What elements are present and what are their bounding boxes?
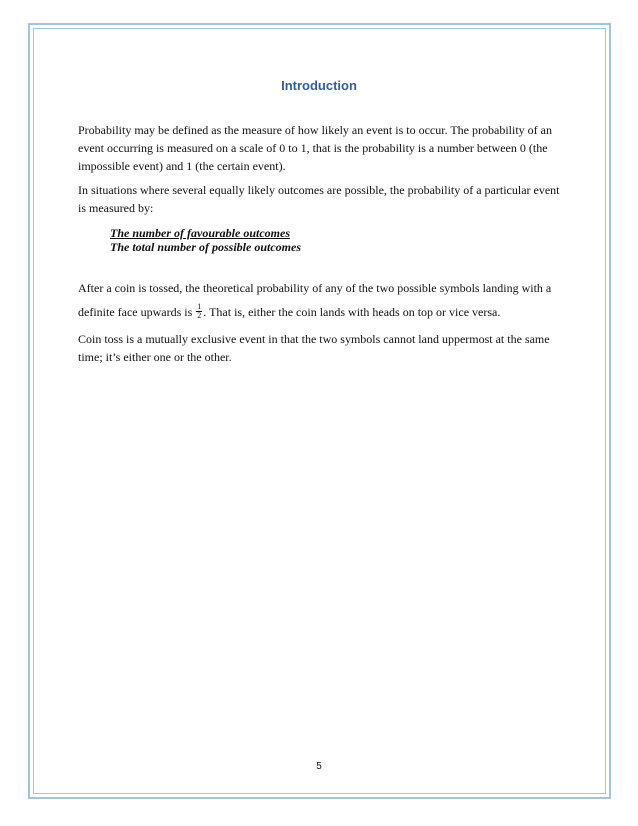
coin-text-before: After a coin is tossed, the theoretical probability of any of the two possible symbols landing with a definite face upwards is	[78, 281, 552, 319]
fraction-denominator: 2	[197, 310, 202, 320]
formula-denominator: The total number of possible outcomes	[110, 240, 302, 254]
paragraph-mutually-exclusive: Coin toss is a mutually exclusive event in that the two symbols cannot land uppermost at the same time; it’s either one or the other.	[78, 332, 550, 364]
one-half-fraction	[196, 303, 202, 320]
coin-text-after: . That is, either the coin lands with heads on top or vice versa.	[203, 305, 501, 319]
fraction-numerator: 1	[197, 301, 202, 311]
section-heading: Introduction	[281, 78, 357, 93]
paragraph-definition: Probability may be defined as the measure of how likely an event is to occur. The probability of an event occurring is measured on a scale of 0 to 1, that is the probability is a number between 0 (the impossible event) and 1 (the certain event).	[78, 123, 552, 173]
probability-formula	[110, 226, 301, 254]
paragraph-coin-toss	[78, 276, 568, 324]
formula-numerator: The number of favourable outcomes	[110, 226, 290, 240]
page-number: 5	[316, 761, 322, 772]
paragraph-equally-likely: In situations where several equally likely outcomes are possible, the probability of a particular event is measured by:	[78, 183, 560, 215]
